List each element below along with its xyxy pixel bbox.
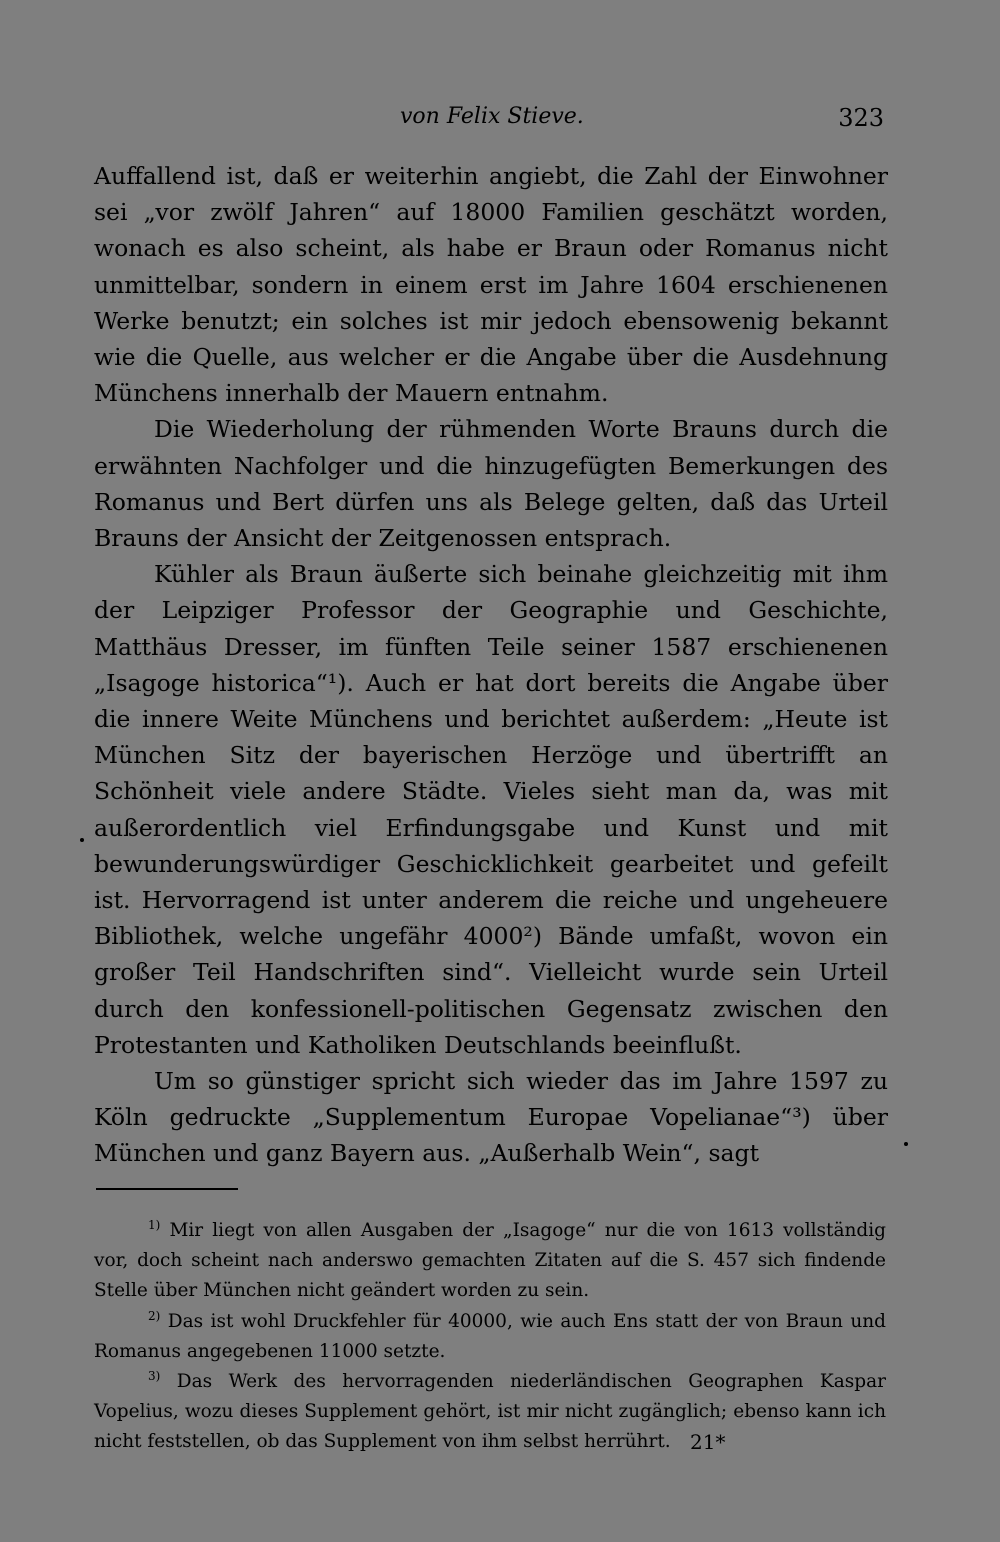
main-text <box>94 158 888 1172</box>
footnote <box>94 1307 886 1367</box>
paragraph: Um so günstiger spricht sich wieder das im Jahre 1597 zu Köln gedruckte „Supplementum Europae Vopelianae“³) über München und ganz Bayern aus. „Außerhalb Wein“, sagt <box>94 1067 888 1168</box>
page-number: 323 <box>838 104 884 132</box>
running-head: von Felix Stieve. <box>400 104 584 129</box>
footnote-mark: 2) <box>148 1308 161 1323</box>
signature-mark: 21* <box>690 1430 726 1454</box>
print-speck <box>904 1142 908 1146</box>
paragraph: Auffallend ist, daß er weiterhin angiebt, die Zahl der Einwohner sei „vor zwölf Jahren“ auf 18000 Familien geschätzt worden, wonach es also scheint, als habe er Braun oder Romanus nicht unmittelbar, sondern in einem erst im Jahre 1604 erschienenen Werke benutzt; ein solches ist mir jedoch ebensowenig bekannt wie die Quelle, aus welcher er die Angabe über die Ausdehnung Münchens innerhalb der Mauern entnahm. <box>94 162 888 408</box>
footnote <box>94 1216 886 1307</box>
footnotes <box>94 1216 886 1458</box>
paragraph: Die Wiederholung der rühmenden Worte Brauns durch die erwähnten Nachfolger und die hinzugefügten Bemerkungen des Romanus und Bert dürfen uns als Belege gelten, daß das Urteil Brauns der Ansicht der Zeitgenossen entsprach. <box>94 415 888 553</box>
footnote-text: Mir liegt von allen Ausgaben der „Isagoge“ nur die von 1613 vollständig vor, doch scheint nach anderswo gemachten Zitaten auf die S. 457 sich findende Stelle über München nicht geändert worden zu sein. <box>94 1220 886 1302</box>
paragraph: Kühler als Braun äußerte sich beinahe gleichzeitig mit ihm der Leipziger Professor der Geographie und Geschichte, Matthäus Dresser, im fünften Teile seiner 1587 erschienenen „Isagoge historica“¹). Auch er hat dort bereits die Angabe über die innere Weite Münchens und berichtet außerdem: „Heute ist München Sitz der bayerischen Herzöge und übertrifft an Schönheit viele andere Städte. Vieles sieht man da, was mit außerordentlich viel Erfindungsgabe und Kunst und mit bewunderungswürdiger Geschicklichkeit gearbeitet und gefeilt ist. Hervorragend ist unter anderem die reiche und ungeheuere Bibliothek, welche ungefähr 4000²) Bände umfaßt, wovon ein großer Teil Handschriften sind“. Vielleicht wurde sein Urteil durch den konfessionell-politischen Gegensatz zwischen den Protestanten und Katholiken Deutschlands beeinflußt. <box>94 560 888 1059</box>
footnote-text: Das ist wohl Druckfehler für 40000, wie auch Ens statt der von Braun und Romanus angegebenen 11000 setzte. <box>94 1310 887 1362</box>
print-speck <box>80 838 84 842</box>
footnote-mark: 3) <box>148 1368 161 1383</box>
footnote-separator <box>96 1188 238 1190</box>
footnote-text: Das Werk des hervorragenden niederländischen Geographen Kaspar Vopelius, wozu dieses Supplement gehört, ist mir nicht zugänglich; ebenso kann ich nicht feststellen, ob das Supplement von ihm selbst herrührt. <box>94 1371 886 1453</box>
footnote-mark: 1) <box>148 1217 161 1232</box>
footnote <box>94 1367 886 1458</box>
page-header <box>94 104 888 144</box>
